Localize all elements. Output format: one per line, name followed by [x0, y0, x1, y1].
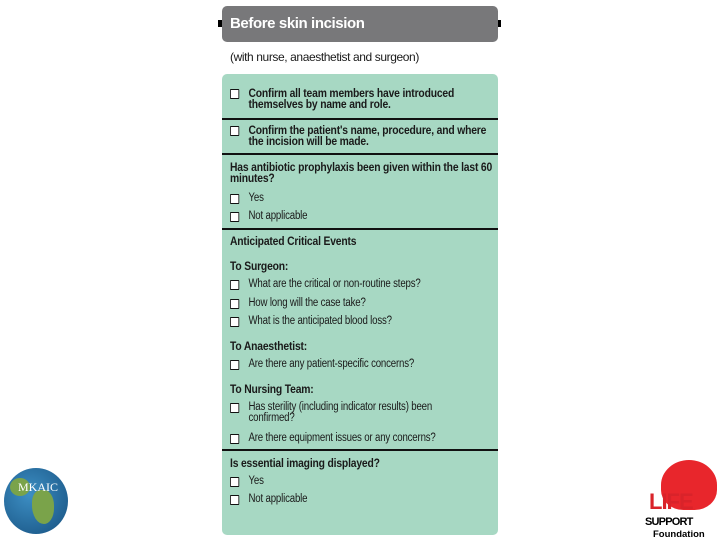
item-label: Yes — [248, 192, 264, 204]
divider — [222, 449, 498, 451]
section-header — [222, 6, 498, 42]
checklist-item[interactable] — [230, 211, 492, 222]
item-label: Are there equipment issues or any concerns? — [248, 432, 436, 444]
item-label: Has sterility (including indicator results) been confirmed? — [248, 401, 433, 424]
divider — [222, 228, 498, 230]
checkbox[interactable] — [230, 360, 239, 370]
checkbox[interactable] — [230, 280, 239, 290]
checkbox[interactable] — [230, 403, 239, 413]
checkbox[interactable] — [230, 89, 239, 99]
checklist-item[interactable] — [230, 193, 492, 204]
checkbox[interactable] — [230, 434, 239, 444]
support-text: SUPPORT — [645, 516, 693, 528]
events-heading: Anticipated Critical Events — [230, 234, 357, 248]
checklist-item[interactable] — [230, 316, 492, 327]
surgeon-heading: To Surgeon: — [230, 259, 289, 273]
section-title: Before skin incision — [230, 15, 365, 32]
mkaic-globe-logo — [4, 468, 68, 534]
foundation-text: Foundation — [653, 529, 705, 540]
checklist-item[interactable] — [230, 402, 457, 424]
anaesthetist-heading: To Anaesthetist: — [230, 339, 308, 353]
checklist-item[interactable] — [230, 279, 492, 290]
mkaic-text: MKAIC — [18, 480, 59, 494]
imaging-question: Is essential imaging displayed? — [230, 456, 380, 470]
item-label: What are the critical or non-routine steps? — [248, 278, 421, 290]
item-label: Yes — [248, 475, 264, 487]
divider — [222, 118, 498, 120]
checkbox[interactable] — [230, 317, 239, 327]
divider — [222, 153, 498, 155]
checkbox[interactable] — [230, 126, 239, 136]
checklist-item[interactable] — [230, 359, 492, 370]
life-text: LIFE — [649, 489, 693, 514]
checkbox[interactable] — [230, 299, 239, 309]
section-subtitle: (with nurse, anaesthetist and surgeon) — [230, 50, 419, 64]
checklist-item[interactable] — [230, 125, 492, 147]
item-label: What is the anticipated blood loss? — [248, 315, 392, 327]
checkbox[interactable] — [230, 477, 239, 487]
checklist-panel — [222, 74, 498, 535]
item-label: Not applicable — [248, 210, 308, 222]
checklist-item[interactable] — [230, 494, 492, 505]
nursing-heading: To Nursing Team: — [230, 382, 314, 396]
item-label: Are there any patient-specific concerns? — [248, 358, 415, 370]
item-label: How long will the case take? — [248, 297, 366, 309]
antibiotic-question: Has antibiotic prophylaxis been given within the last 60 minutes? — [230, 160, 493, 185]
checklist-item[interactable] — [230, 298, 492, 309]
item-label: Confirm the patient's name, procedure, and where the incision will be made. — [248, 123, 487, 148]
checklist-item[interactable] — [230, 476, 492, 487]
item-label: Not applicable — [248, 493, 308, 505]
life-support-logo — [645, 458, 720, 540]
checkbox[interactable] — [230, 495, 239, 505]
item-label: Confirm all team members have introduced themselves by name and role. — [248, 86, 455, 111]
checkbox[interactable] — [230, 194, 239, 204]
checklist-item[interactable] — [230, 433, 492, 444]
checkbox[interactable] — [230, 212, 239, 222]
checklist-item[interactable] — [230, 88, 492, 110]
